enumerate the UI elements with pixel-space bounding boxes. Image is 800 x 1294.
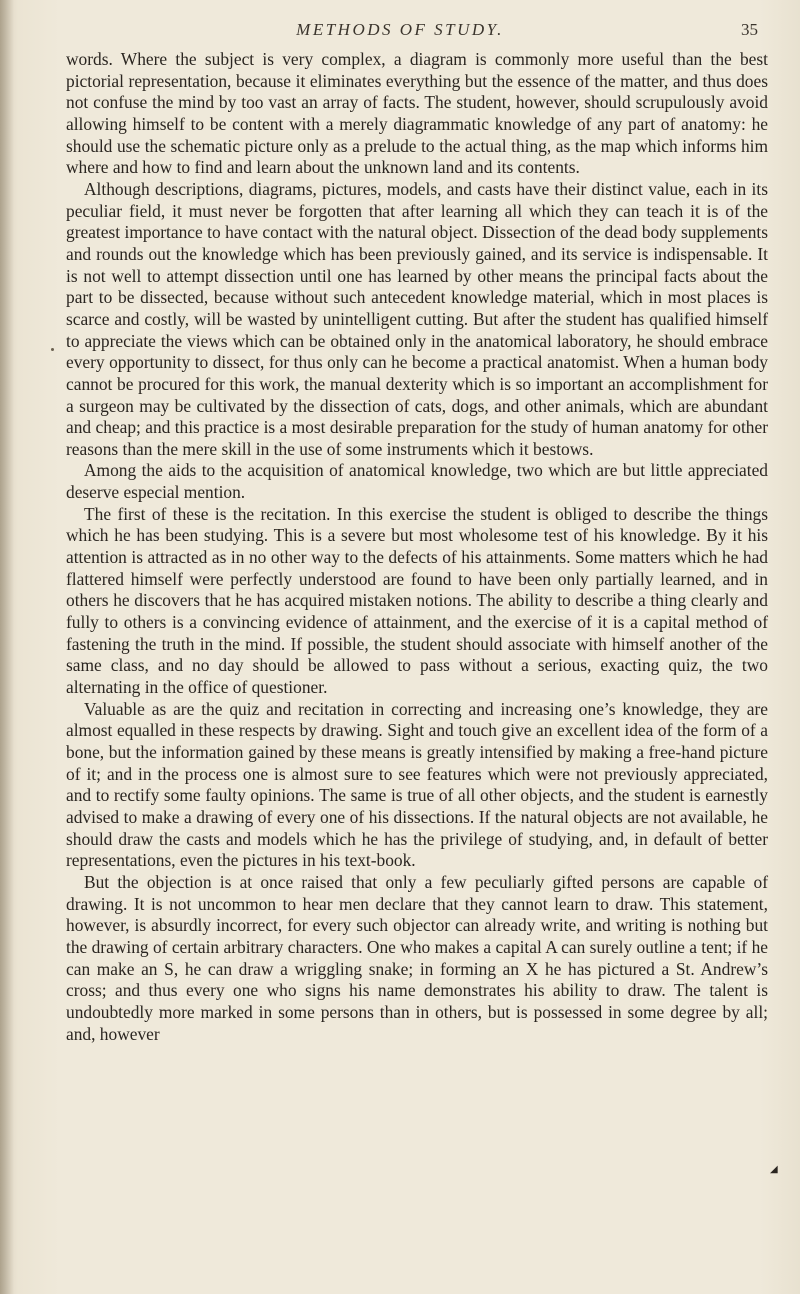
paragraph-dissection: Although descriptions, diagrams, pictures, models, and casts have their distinct value, each in its peculiar field, it must never be forgotten that after learning all which they can teach it is of the greatest importance to have contact with the natural object. Dissection of the dead body supplements and rounds out the knowledge which has been previously gained, and its service is indispensable. It is not well to attempt dissection until one has learned by other means the principal facts about the part to be dissected, because without such antecedent knowledge material, which in most places is scarce and costly, will be wasted by unintelligent cutting. But after the student has qualified himself to appreciate the views which can be obtained only in the anatomical laboratory, he should embrace every opportunity to dissect, for thus only can he become a practical anatomist. When a human body cannot be procured for this work, the manual dexterity which is so important an accomplishment for a surgeon may be cultivated by the dissection of cats, dogs, and other animals, which are abundant and cheap; and this practice is a most desirable preparation for the study of human anatomy for other reasons than the mere skill in the use of some instruments which it bestows.: [66, 178, 768, 459]
margin-arrow-mark-icon: ◢: [770, 1164, 778, 1175]
running-title: METHODS OF STUDY.: [296, 20, 504, 39]
paragraph-continued: words. Where the subject is very complex, a diagram is commonly more useful than the best pictorial representation, because it eliminates everything but the essence of the matter, and thus does not confuse the mind by too vast an array of facts. The student, however, should scrupulously avoid allowing himself to be content with a merely diagrammatic knowledge of any part of anatomy: he should use the schematic picture only as a prelude to the actual thing, as the map which informs him where and how to find and learn about the unknown land and its contents.: [66, 49, 768, 178]
body-text: [66, 49, 768, 1045]
paragraph-aids: Among the aids to the acquisition of anatomical knowledge, two which are but little appreciated deserve especial mention.: [66, 460, 768, 503]
margin-speck: [51, 348, 54, 351]
binding-gutter-shadow: [0, 0, 14, 1294]
paragraph-objection: But the objection is at once raised that only a few peculiarly gifted persons are capable of drawing. It is not uncommon to hear men declare that they cannot learn to draw. This statement, however, is absurdly incorrect, for every such objector can already write, and writing is nothing but the drawing of certain arbitrary characters. One who makes a capital A can surely outline a tent; if he can make an S, he can draw a wriggling snake; in forming an X he has pictured a St. Andrew’s cross; and thus every one who signs his name demonstrates his ability to draw. The talent is undoubtedly more marked in some persons than in others, but is possessed in some degree by all; and, however: [66, 871, 768, 1044]
paragraph-recitation: The first of these is the recitation. In this exercise the student is obliged to describe the things which he has been studying. This is a severe but most wholesome test of his knowledge. By it his attention is attracted as in no other way to the defects of his attainments. Some matters which he had flattered himself were perfectly understood are found to have been only partially learned, and in others he discovers that he has acquired mistaken notions. The ability to describe a thing clearly and fully to others is a convincing evidence of attainment, and the exercise of it is a capital method of fastening the truth in the mind. If possible, the student should associate with himself another of the same class, and no day should be allowed to pass without a serious, exacting quiz, the two alternating in the office of questioner.: [66, 503, 768, 698]
running-head: [0, 20, 800, 44]
paragraph-drawing: Valuable as are the quiz and recitation in correcting and increasing one’s knowledge, they are almost equalled in these respects by drawing. Sight and touch give an excellent idea of the form of a bone, but the information gained by these means is greatly intensified by making a free-hand picture of it; and in the process one is almost sure to see features which were not previously appreciated, and to rectify some faulty opinions. The same is true of all other objects, and the student is earnestly advised to make a drawing of every one of his dissections. If the natural objects are not available, he should draw the casts and models which he has the privilege of studying, and, in default of better representations, even the pictures in his text-book.: [66, 698, 768, 871]
page-number: 35: [741, 20, 758, 39]
